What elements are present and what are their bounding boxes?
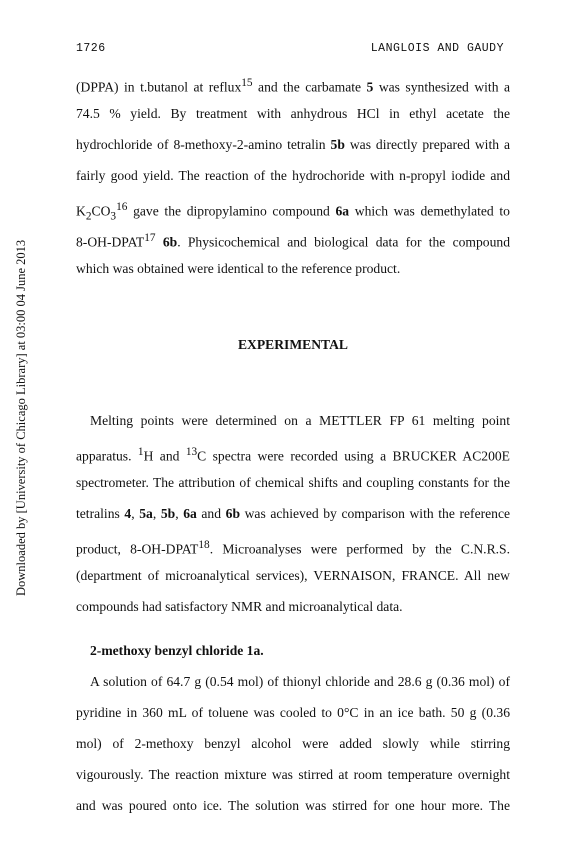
paragraph-line: which was obtained were identical to the reference product. bbox=[76, 261, 401, 276]
paragraph-line: mol) of 2-methoxy benzyl alcohol were added slowly while stirring bbox=[76, 736, 510, 751]
paragraph-line: 74.5 % yield. By treatment with anhydrous HCl in ethyl acetate the bbox=[76, 106, 510, 121]
section-heading: EXPERIMENTAL bbox=[237, 337, 349, 352]
running-head: LANGLOIS AND GAUDY bbox=[370, 42, 504, 55]
paragraph-line: apparatus. $^1$H and $^{13}$C spectra were recorded using a BRUCKER AC200E bbox=[76, 446, 510, 464]
paragraph-line: (department of microanalytical services), VERNAISON, FRANCE. All new bbox=[76, 568, 510, 583]
paragraph-line: 8-OH-DPAT$^{17}$ 6b. Physicochemical and biological data for the compound bbox=[76, 232, 510, 250]
paragraph-line: pyridine in 360 mL of toluene was cooled to 0°C in an ice bath. 50 g (0.36 bbox=[76, 705, 510, 720]
paragraph-line: $K_2CO_3^{16}$ gave the dipropylamino compound 6a which was demethylated to bbox=[76, 201, 510, 223]
paragraph-line: fairly good yield. The reaction of the hydrochoride with n-propyl iodide and bbox=[76, 168, 510, 183]
page-header bbox=[76, 42, 504, 58]
paragraph-line: spectrometer. The attribution of chemical shifts and coupling constants for the bbox=[76, 475, 510, 490]
paragraph-line: and was poured onto ice. The solution was stirred for one hour more. The bbox=[76, 798, 510, 813]
paragraph-line: product, 8-OH-DPAT$^{18}$. Microanalyses were performed by the C.N.R.S. bbox=[76, 539, 510, 557]
paragraph-line: hydrochloride of 8-methoxy-2-amino tetralin 5b was directly prepared with a bbox=[76, 137, 510, 152]
download-watermark: Downloaded by [University of Chicago Library] at 03:00 04 June 2013 bbox=[14, 239, 28, 596]
paragraph-line: (DPPA) in t.butanol at reflux$^{15}$ and the carbamate 5 was synthesized with a bbox=[76, 77, 510, 95]
page-number: 1726 bbox=[76, 42, 106, 55]
paragraph-line: A solution of 64.7 g (0.54 mol) of thionyl chloride and 28.6 g (0.36 mol) of bbox=[90, 674, 510, 689]
subsection-heading: 2-methoxy benzyl chloride 1a. bbox=[90, 643, 264, 658]
paragraph-line: compounds had satisfactory NMR and microanalytical data. bbox=[76, 599, 403, 614]
paragraph-line: tetralins 4, 5a, 5b, 6a and 6b was achieved by comparison with the reference bbox=[76, 506, 511, 521]
paragraph-line: vigourously. The reaction mixture was stirred at room temperature overnight bbox=[76, 767, 510, 782]
paragraph-line: Melting points were determined on a METTLER FP 61 melting point bbox=[90, 413, 510, 428]
